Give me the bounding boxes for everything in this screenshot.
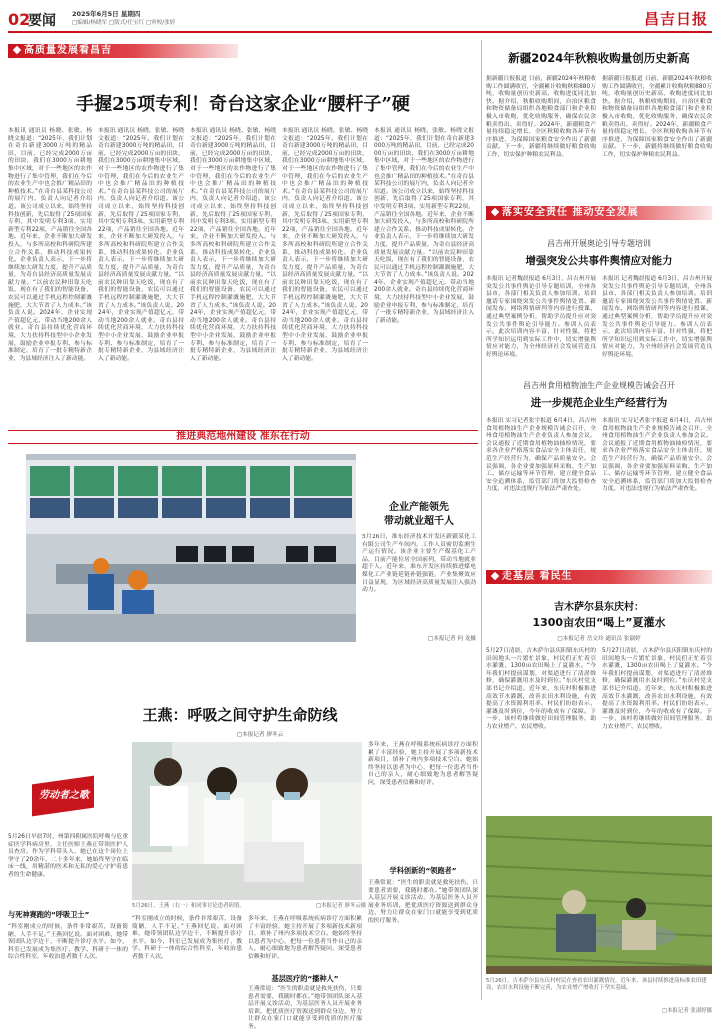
wangyan-photo-credit: □本报记者 廖冬云摄: [316, 903, 366, 909]
headline-village-kicker: 吉木萨尔县东庆村：: [554, 602, 644, 613]
article-wangyan-col1a: 5月26日早晨7时，州第四附属医院呼吸与危重症医学科病房里，主任医师王燕正带领医护人员查房。作为学科带头人，她已在这个岗位上坚守了20余年。二十多年来，她始终坚守在临床一线，用精湛的医术和无私的爱心守护着患者的生命健康。: [8, 834, 128, 878]
article-patents-col2: 本报讯 通讯员 杨晓、张敏、杨晓文报道：“2025年，我们计划在奇台新建3000万吨的精品田，目前，已经完成2000万亩的田块，我们在3000万亩耕地集中区域，对于一些地区的农作物进行了集中管理，我们在今后的农业生产中也会推广精品田的种植技术。”在奇台县某科技公司的展厅内，负责人向记者介绍道。该公司成立以来，始终坚持科技创新，先后取得了25项国家专利，其中发明专利3项、实用新型专利22项，产品销往全国各地。近年来，企业不断加大研发投入，与多所高校和科研院所建立合作关系，推动科技成果转化。企业负责人表示，下一步将继续加大研发力度，提升产品质量，为奇台县经济高质量发展贡献力量。“以前农民种田靠天吃饭，现在有了我们的智能设备，农民可以通过手机远程控制灌溉施肥，大大节省了人力成本。”该负责人说。2024年，企业实现产值超亿元，带动当地200余人就业。奇台县持续优化营商环境，大力扶持科技型中小企业发展，鼓励企业申报专利、参与标准制定，培育了一批专精特新企业，为县域经济注入了新动能。: [98, 128, 184, 362]
header-rule: [8, 31, 712, 33]
page-number: 02: [8, 10, 31, 29]
section-band-quality: 高质量发展看昌吉: [8, 44, 238, 58]
article-wangyan-col4a: 多年来，王燕在呼吸系统疾病诊疗方面积累了丰富经验，她主持开展了多项新技术新项目，填补了州内多项技术空白。她始终坚持以患者为中心，把每一位患者当作自己的亲人，耐心细致地为患者解答疑问，深受患者信赖和好评。: [368, 742, 478, 786]
article-patents-col4: 本报讯 通讯员 杨晓、张敏、杨晓文报道：“2025年，我们计划在奇台新建3000万吨的精品田，目前，已经完成2000万亩的田块，我们在3000万亩耕地集中区域，对于一些地区的农作物进行了集中管理，我们在今后的农业生产中也会推广精品田的种植技术。”在奇台县某科技公司的展厅内，负责人向记者介绍道。该公司成立以来，始终坚持科技创新，先后取得了25项国家专利，其中发明专利3项、实用新型专利22项，产品销往全国各地。近年来，企业不断加大研发投入，与多所高校和科研院所建立合作关系，推动科技成果转化。企业负责人表示，下一步将继续加大研发力度，提升产品质量，为奇台县经济高质量发展贡献力量。“以前农民种田靠天吃饭，现在有了我们的智能设备，农民可以通过手机远程控制灌溉施肥，大大节省了人力成本。”该负责人说。2024年，企业实现产值超亿元，带动当地200余人就业。奇台县持续优化营商环境，大力扶持科技型中小企业发展，鼓励企业申报专利、参与标准制定，培育了一批专精特新企业，为县域经济注入了新动能。: [282, 128, 368, 362]
wangyan-byline: □本报记者 廖冬云: [236, 732, 284, 738]
article-capacity: 5月26日，准东经济技术开发区新疆某化工有限公司生产车间内，工作人员密切监测生产运行情况。该企业主要生产煤基化工产品，目前产能位居全国前列，带动当地就业超千人。近年来，准东开发区持续推进煤电煤化工产业链延链补链强链，产业集聚效应日益显现，为区域经济高质量发展注入强劲动力。: [362, 534, 476, 594]
article-wangyan-col1b: “科室刚成立的时候，条件非常艰苦，设备简陋，人手不足。”王燕回忆说。面对困难，她带领团队边学边干，不断提升诊疗水平。如今，科室已发展成为集医疗、教学、科研于一体的综合性科室，年收治患者数千人次。: [8, 924, 128, 961]
section-band-grassroots: 走基层 看民生: [486, 570, 712, 584]
article-irrigation-col1: 5月27日清晨，吉木萨尔县庆阳镇东庆村的田间地头一片繁忙景象，村民们正忙着引水灌溉，1300亩农田喝上了夏灌水。“今年我们村提前谋划，对渠道进行了清淤维修，确保灌溉用水及时到位。”东庆村党支部书记介绍道。近年来，东庆村积极推进高效节水灌溉，改善农田水利设施，有效提高了水资源利用率。村民们纷纷表示，灌溉及时到位，今年的收成有了保障。下一步，该村将继续做好田间管理服务，助力农业增产、农民增收。: [486, 648, 596, 730]
subhead-race-death: 与死神赛跑的“呼吸卫士”: [8, 910, 90, 919]
article-patents-col5: 本报讯 通讯员 杨晓、张敏、杨晓文报道：“2025年，我们计划在奇台新建3000万吨的精品田，目前，已经完成2000万亩的田块，我们在3000万亩耕地集中区域，对于一些地区的农作物进行了集中管理，我们在今后的农业生产中也会推广精品田的种植技术。”在奇台县某科技公司的展厅内，负责人向记者介绍道。该公司成立以来，始终坚持科技创新，先后取得了25项国家专利，其中发明专利3项、实用新型专利22项，产品销往全国各地。近年来，企业不断加大研发投入，与多所高校和科研院所建立合作关系，推动科技成果转化。企业负责人表示，下一步将继续加大研发力度，提升产品质量，为奇台县经济高质量发展贡献力量。“以前农民种田靠天吃饭，现在有了我们的智能设备，农民可以通过手机远程控制灌溉施肥，大大节省了人力成本。”该负责人说。2024年，企业实现产值超亿元，带动当地200余人就业。奇台县持续优化营商环境，大力扶持科技型中小企业发展，鼓励企业申报专利、参与标准制定，培育了一批专精特新企业，为县域经济注入了新动能。: [374, 128, 474, 324]
headline-oil: 进一步规范企业生产经营行为: [530, 397, 668, 409]
headline-training-kicker: 昌吉州开展奥论引导专题培训: [547, 239, 651, 248]
doctors-illustration: [132, 742, 362, 900]
headline-irrigation: 1300亩农田“喝上”夏灌水: [532, 616, 666, 629]
article-wangyan-col2: “科室刚成立的时候，条件非常艰苦，设备简陋，人手不足。”王燕回忆说。面对困难，她带领团队边学边干，不断提升诊疗水平。如今，科室已发展成为集医疗、教学、科研于一体的综合性科室，年收治患者数千人次。: [132, 916, 242, 960]
headline-grain: 新疆2024年秋粮收购量创历史新高: [508, 51, 690, 65]
article-irrigation-col2: 5月27日清晨，吉木萨尔县庆阳镇东庆村的田间地头一片繁忙景象，村民们正忙着引水灌溉，1300亩农田喝上了夏灌水。“今年我们村提前谋划，对渠道进行了清淤维修，确保灌溉用水及时到位。”东庆村党支部书记介绍道。近年来，东庆村积极推进高效节水灌溉，改善农田水利设施，有效提高了水资源利用率。村民们纷纷表示，灌溉及时到位，今年的收成有了保障。下一步，该村将继续做好田间管理服务，助力农业增产、农民增收。: [602, 648, 712, 730]
headline-employment: 带动就业超千人: [384, 516, 454, 527]
headline-wangyan: 王燕：呼吸之间守护生命防线: [142, 706, 338, 724]
subhead-innovation: 学科创新的“领跑者”: [389, 866, 457, 875]
section-band-zhundong: 推进典范地州建设 准东在行动: [8, 430, 478, 444]
issue-date: 2025年6月5日 星期四: [72, 10, 141, 18]
photo-wangyan: [132, 742, 362, 900]
headline-capacity: 企业产能领先: [389, 502, 449, 513]
article-wangyan-col3b: 王燕常说：“医生的职责就是救死扶伤，只要患者需要，我随时都在。”她带领团队深入基层开展义诊活动，为基层医务人员开展业务培训，把优质医疗资源送到群众身边，努力让群众在家门口就能享受到优质的医疗服务。: [248, 986, 362, 1030]
farmland-photo-credit: □本报记者 张淑婷摄: [662, 1008, 712, 1014]
capacity-photo-credit: □本报记者 何 龙摄: [428, 636, 476, 642]
farmland-illustration: [486, 816, 712, 974]
headline-training: 增强突发公共事件舆情应对能力: [525, 255, 673, 267]
photo-control-room: [26, 454, 356, 642]
article-patents-col3: 本报讯 通讯员 杨晓、张敏、杨晓文报道：“2025年，我们计划在奇台新建3000万吨的精品田，目前，已经完成2000万亩的田块，我们在3000万亩耕地集中区域，对于一些地区的农作物进行了集中管理，我们在今后的农业生产中也会推广精品田的种植技术。”在奇台县某科技公司的展厅内，负责人向记者介绍道。该公司成立以来，始终坚持科技创新，先后取得了25项国家专利，其中发明专利3项、实用新型专利22项，产品销往全国各地。近年来，企业不断加大研发投入，与多所高校和科研院所建立合作关系，推动科技成果转化。企业负责人表示，下一步将继续加大研发力度，提升产品质量，为奇台县经济高质量发展贡献力量。“以前农民种田靠天吃饭，现在有了我们的智能设备，农民可以通过手机远程控制灌溉施肥，大大节省了人力成本。”该负责人说。2024年，企业实现产值超亿元，带动当地200余人就业。奇台县持续优化营商环境，大力扶持科技型中小企业发展，鼓励企业申报专利、参与标准制定，培育了一批专精特新企业，为县域经济注入了新动能。: [190, 128, 276, 362]
wangyan-photo-caption: 5月26日，王燕（右一）和同事讨论患者病情。: [132, 903, 245, 909]
section-name: 要闻: [28, 13, 56, 29]
article-patents-col1: 本报讯 通讯员 杨晓、张敏、杨晓文报道：“2025年，我们计划在奇台新建3000万吨的精品田，目前，已经完成2000万亩的田块，我们在3000万亩耕地集中区域，对于一些地区的农作物进行了集中管理，我们在今后的农业生产中也会推广精品田的种植技术。”在奇台县某科技公司的展厅内，负责人向记者介绍道。该公司成立以来，始终坚持科技创新，先后取得了25项国家专利，其中发明专利3项、实用新型专利22项，产品销往全国各地。近年来，企业不断加大研发投入，与多所高校和科研院所建立合作关系，推动科技成果转化。企业负责人表示，下一步将继续加大研发力度，提升产品质量，为奇台县经济高质量发展贡献力量。“以前农民种田靠天吃饭，现在有了我们的智能设备，农民可以通过手机远程控制灌溉施肥，大大节省了人力成本。”该负责人说。2024年，企业实现产值超亿元，带动当地200余人就业。奇台县持续优化营商环境，大力扶持科技型中小企业发展，鼓励企业申报专利、参与标准制定，培育了一批专精特新企业，为县域经济注入了新动能。: [8, 128, 92, 362]
article-grain-col1: 据新疆日报报道 日前，新疆2024年秋粮收购工作圆满收官，全疆累计收购秋粮880万吨，收购量创历史新高，收购进度同比加快。据介绍，秋粮收购期间，自治区粮食和物资储备局组织各地粮食部门和企业积极入市收购，优化收购服务，确保农民余粮卖得出、卖得好。2024年，新疆粮食产量持续稳定增长，全区秋粮收购各环节有序推进，为保障国家粮食安全作出了新疆贡献。下一步，新疆将继续做好粮食收购工作，切实保护种粮农民利益。: [486, 76, 596, 158]
article-oil-col2: 本报讯 实习记者张宇报道 6月4日，昌吉州食用植物油生产企业规模告诫会召开，全州食用植物油生产企业负责人参加会议。会议通报了近期食用植物油抽检情况，要求各企业严格落实食品安全主体责任，规范生产经营行为，确保产品质量安全。会议强调，各企业要加强原料采购、生产加工、储存运输等环节管理，建立健全食品安全追溯体系，监管部门将加大监督检查力度，对违法违规行为依法严肃查处。: [602, 418, 712, 493]
badge-text: 劳动者之歌: [39, 790, 89, 801]
article-training-col1: 本报讯 记者魏晨报道 6月3日，昌吉州开展突发公共事件舆论引导专题培训，全州各县市、各部门相关负责人参加培训。培训邀请专家围绕突发公共事件舆情处置、新闻发布、网络舆情研判等内容进行授课，通过典型案例分析，帮助学员提升应对突发公共事件舆论引导能力。参训人员表示，此次培训内容丰富、针对性强，将把所学知识运用到实际工作中，切实增强舆情应对能力，为全州经济社会发展营造良好舆论环境。: [486, 276, 596, 358]
headline-oil-kicker: 昌吉州食用植物油生产企业规模告诫会召开: [523, 381, 675, 390]
subhead-grassroots: 基层医疗的“播种人”: [271, 974, 339, 983]
column-divider: [481, 40, 482, 1000]
article-grain-col2: 据新疆日报报道 日前，新疆2024年秋粮收购工作圆满收官，全疆累计收购秋粮880万吨，收购量创历史新高，收购进度同比加快。据介绍，秋粮收购期间，自治区粮食和物资储备局组织各地粮食部门和企业积极入市收购，优化收购服务，确保农民余粮卖得出、卖得好。2024年，新疆粮食产量持续稳定增长，全区秋粮收购各环节有序推进，为保障国家粮食安全作出了新疆贡献。下一步，新疆将继续做好粮食收购工作，切实保护种粮农民利益。: [602, 76, 712, 158]
article-oil-col1: 本报讯 实习记者张宇报道 6月4日，昌吉州食用植物油生产企业规模告诫会召开，全州食用植物油生产企业负责人参加会议。会议通报了近期食用植物油抽检情况，要求各企业严格落实食品安全主体责任，规范生产经营行为，确保产品质量安全。会议强调，各企业要加强原料采购、生产加工、储存运输等环节管理，建立健全食品安全追溯体系，监管部门将加大监督检查力度，对违法违规行为依法严肃查处。: [486, 418, 596, 493]
editor-credits: □编辑/杨晓军 □版式/任宝红 □审校/张婷: [72, 20, 176, 26]
section-band-safety: 落实安全责任 推动安全发展: [486, 206, 712, 220]
headline-patents: 手握25项专利！奇台这家企业“腰杆子”硬: [76, 94, 410, 115]
article-training-col2: 本报讯 记者魏晨报道 6月3日，昌吉州开展突发公共事件舆论引导专题培训，全州各县市、各部门相关负责人参加培训。培训邀请专家围绕突发公共事件舆情处置、新闻发布、网络舆情研判等内容进行授课，通过典型案例分析，帮助学员提升应对突发公共事件舆论引导能力。参训人员表示，此次培训内容丰富、针对性强，将把所学知识运用到实际工作中，切实增强舆情应对能力，为全州经济社会发展营造良好舆论环境。: [602, 276, 712, 358]
control-room-illustration: [26, 454, 356, 642]
newspaper-logo: 昌吉日报: [643, 10, 708, 28]
photo-farmland: [486, 816, 712, 974]
page-header: [8, 8, 712, 30]
labor-song-badge: [26, 774, 100, 818]
article-wangyan-col3a: 多年来，王燕在呼吸系统疾病诊疗方面积累了丰富经验，她主持开展了多项新技术新项目，填补了州内多项技术空白。她始终坚持以患者为中心，把每一位患者当作自己的亲人，耐心细致地为患者解答疑问，深受患者信赖和好评。: [248, 916, 362, 960]
article-wangyan-col4b: 王燕常说：“医生的职责就是救死扶伤，只要患者需要，我随时都在。”她带领团队深入基层开展义诊活动，为基层医务人员开展业务培训，把优质医疗资源送到群众身边，努力让群众在家门口就能享受到优质的医疗服务。: [368, 880, 478, 924]
irrigation-byline: □本报记者 岳文玲 通讯员 张淑婷: [557, 636, 641, 642]
farmland-photo-caption: 5月26日，吉木萨尔县东庆村村民在查看农田灌溉情况。近年来，该县持续推进高标准农田建设，农田水利设施不断完善，为农业增产增收打下坚实基础。: [486, 978, 707, 991]
